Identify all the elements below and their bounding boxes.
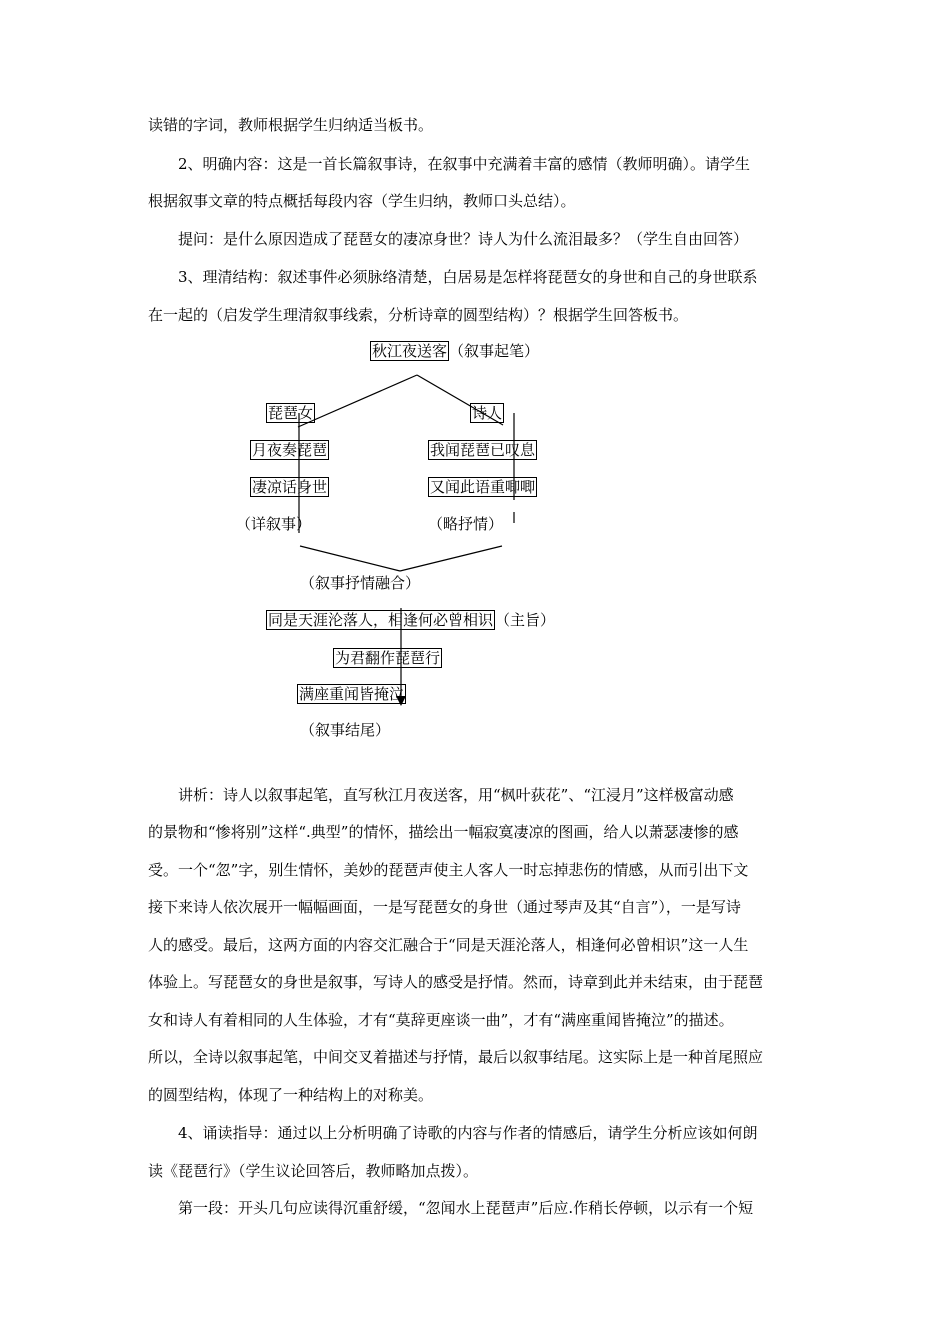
paragraph-line: 3、理清结构：叙述事件必须脉络清楚，白居易是怎样将琵琶女的身世和自己的身世联系 xyxy=(178,268,758,286)
node-right-head xyxy=(470,403,504,423)
paragraph-line: 读错的字词，教师根据学生归纳适当板书。 xyxy=(148,116,434,134)
node-start-note: （叙事起笔） xyxy=(449,342,540,360)
paragraph-line: 接下来诗人依次展开一幅幅画面，一是写琵琶女的身世（通过琴声及其“自言”），一是写诗 xyxy=(148,898,741,916)
end-note: （叙事结尾） xyxy=(300,721,391,739)
theme-note: （主旨） xyxy=(495,611,556,629)
paragraph-line: 提问：是什么原因造成了琵琶女的凄凉身世？诗人为什么流泪最多？（学生自由回答） xyxy=(178,230,749,248)
paragraph-line: 在一起的（启发学生理清叙事线索，分析诗章的圆型结构）？根据学生回答板书。 xyxy=(148,306,689,324)
left-branch-note: （详叙事） xyxy=(236,515,312,533)
node-left-head-label: 琵琶女 xyxy=(268,404,314,422)
paragraph-line: 第一段：开头几句应读得沉重舒缓，“忽闻水上琵琶声”后应.作稍长停顿，以示有一个短 xyxy=(178,1199,754,1217)
node-left-1-label: 月夜奏琵琶 xyxy=(252,441,328,459)
paragraph-line: 的圆型结构，体现了一种结构上的对称美。 xyxy=(148,1086,434,1104)
node-right-2-label: 又闻此语重唧唧 xyxy=(430,478,536,496)
paragraph-line: 的景物和“惨将别”这样“.典型”的情怀，描绘出一幅寂寞凄凉的图画，给人以萧瑟凄惨的感 xyxy=(148,823,739,841)
paragraph-line: 人的感受。最后，这两方面的内容交汇融合于“同是天涯沦落人，相逢何必曾相识”这一人生 xyxy=(148,936,749,954)
merge-note: （叙事抒情融合） xyxy=(300,574,421,592)
node-right-1-label: 我闻琵琶已叹息 xyxy=(430,441,536,459)
node-left-2 xyxy=(250,477,329,497)
node-right-1 xyxy=(428,440,537,460)
connector-line xyxy=(400,546,502,571)
node-right-2 xyxy=(428,477,537,497)
node-left-2-label: 凄凉话身世 xyxy=(252,478,328,496)
node-end-1-label: 为君翻作琵琶行 xyxy=(335,649,441,667)
paragraph-line: 4、诵读指导：通过以上分析明确了诗歌的内容与作者的情感后，请学生分析应该如何朗 xyxy=(178,1124,758,1142)
node-left-head xyxy=(266,403,315,423)
paragraph-line: 体验上。写琵琶女的身世是叙事，写诗人的感受是抒情。然而，诗章到此并未结束，由于琵琶 xyxy=(148,973,764,991)
right-branch-note: （略抒情） xyxy=(428,515,504,533)
node-right-head-label: 诗人 xyxy=(472,404,503,422)
connector-line xyxy=(298,375,417,427)
node-end-2-label: 满座重闻皆掩泣 xyxy=(299,685,405,703)
paragraph-line: 根据叙事文章的特点概括每段内容（学生归纳，教师口头总结）。 xyxy=(148,192,576,210)
diagram-top-row xyxy=(370,341,539,361)
node-left-1 xyxy=(250,440,329,460)
connector-line xyxy=(300,546,400,571)
paragraph-line: 女和诗人有着相同的人生体验，才有“莫辞更座谈一曲”，才有“满座重闻皆掩泣”的描述。 xyxy=(148,1011,734,1029)
paragraph-line: 所以，全诗以叙事起笔，中间交叉着描述与抒情，最后以叙事结尾。这实际上是一种首尾照应 xyxy=(148,1048,764,1066)
paragraph-line: 读《琵琶行》（学生议论回答后，教师略加点拨）。 xyxy=(148,1162,479,1180)
node-start: 秋江夜送客 xyxy=(372,342,448,360)
node-end-1 xyxy=(333,648,442,668)
paragraph-line: 2、明确内容：这是一首长篇叙事诗，在叙事中充满着丰富的感情（教师明确）。请学生 xyxy=(178,155,751,173)
paragraph-line: 受。一个“忽”字，别生情怀，美妙的琵琶声使主人客人一时忘掉悲伤的情感，从而引出下文 xyxy=(148,861,749,879)
theme-row xyxy=(266,610,555,630)
paragraph-line: 讲析：诗人以叙事起笔，直写秋江月夜送客，用“枫叶荻花”、“江浸月”这样极富动感 xyxy=(178,786,734,804)
node-theme: 同是天涯沦落人，相逢何必曾相识 xyxy=(268,611,494,629)
node-end-2 xyxy=(297,684,406,704)
